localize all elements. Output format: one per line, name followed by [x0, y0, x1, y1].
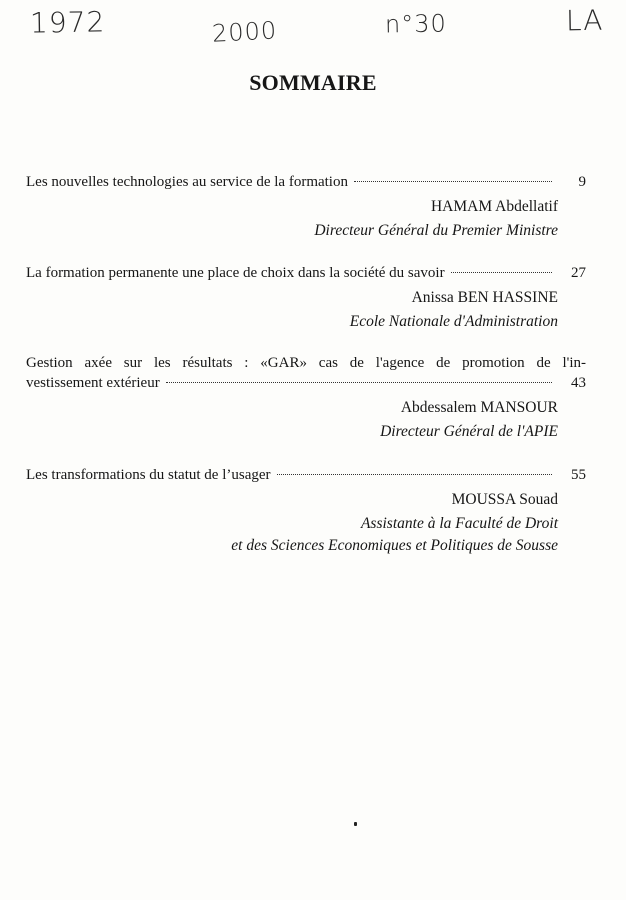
toc-title-line — [26, 172, 586, 192]
toc-title-line — [26, 263, 586, 283]
toc-affiliation: Assistante à la Faculté de Droit — [360, 515, 558, 532]
leader-dots — [354, 181, 552, 182]
toc-page-number: 55 — [571, 467, 586, 483]
leader-dots — [451, 272, 552, 273]
toc-affiliation: Ecole Nationale d'Administration — [349, 313, 558, 330]
toc-entry-title: La formation permanente une place de choix dans la société du savoir — [26, 265, 445, 281]
toc-entry — [26, 263, 586, 332]
handwritten-year: 1972 — [29, 5, 106, 40]
toc-entry — [26, 172, 586, 241]
toc-affiliation: Directeur Général de l'APIE — [380, 423, 558, 440]
toc-affiliation: Directeur Général du Premier Ministre — [314, 222, 558, 239]
page-title: SOMMAIRE — [249, 70, 377, 95]
toc-author: HAMAM Abdellatif — [430, 198, 558, 215]
handwritten-code: LA — [565, 3, 604, 38]
leader-dots — [166, 382, 552, 383]
toc-title-line — [26, 373, 586, 393]
toc-author: Anissa BEN HASSINE — [411, 289, 558, 306]
toc-entry-title: Les nouvelles technologies au service de la formation — [26, 174, 348, 190]
toc-affiliation-line2: et des Sciences Economiques et Politiques de Sousse — [231, 537, 558, 554]
toc-entry-title-line2: vestissement extérieur — [26, 375, 160, 391]
toc-entry — [26, 465, 586, 556]
toc-author: Abdessalem MANSOUR — [400, 399, 558, 416]
toc-page-number: 27 — [571, 265, 586, 281]
toc-entry — [26, 353, 586, 442]
toc-author: MOUSSA Souad — [451, 491, 558, 508]
toc-page-number: 9 — [578, 174, 586, 190]
handwritten-issue-number: n°30 — [384, 9, 447, 39]
toc-page-number: 43 — [571, 375, 586, 391]
leader-dots — [277, 474, 552, 475]
toc-entry-title: Les transformations du statut de l’usager — [26, 467, 271, 483]
handwritten-year-2: 2000 — [211, 16, 278, 48]
toc-entry-title-line1: Gestion axée sur les résultats : «GAR» cas de l'agence de promotion de l'in- — [26, 355, 586, 371]
toc-title-line — [26, 465, 586, 485]
ink-speck — [354, 822, 357, 826]
